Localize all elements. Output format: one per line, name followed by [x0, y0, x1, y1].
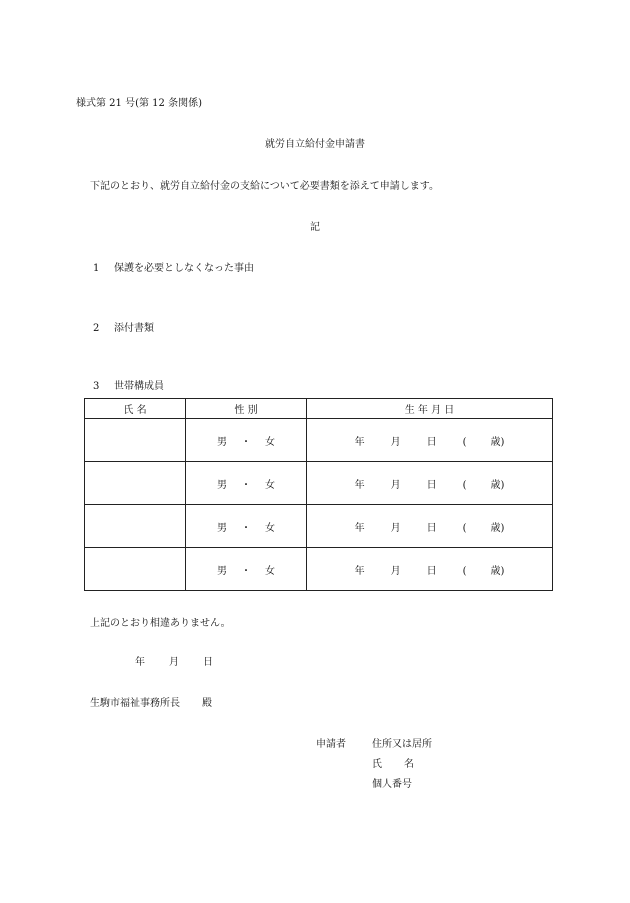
gender-cell[interactable] [186, 505, 307, 548]
member-name-cell[interactable] [85, 462, 186, 505]
age-open-paren: ( [462, 436, 467, 448]
name-label-part-2: 名 [404, 759, 414, 770]
section-3-label: 世帯構成員 [114, 381, 164, 392]
section-1-label: 保護を必要としなくなった事由 [114, 263, 254, 274]
section-2-number: 2 [93, 323, 100, 334]
date-year-label: 年 [135, 657, 145, 668]
separator-dot: ・ [241, 479, 251, 491]
gender-cell[interactable] [186, 462, 307, 505]
section-2-label: 添付書類 [114, 323, 154, 334]
date-of-birth-cell[interactable] [307, 419, 553, 462]
intro-text: 下記のとおり、就労自立給付金の支給について必要書類を添えて申請します。 [90, 181, 439, 192]
table-header-row [85, 399, 553, 419]
household-members-table [84, 398, 553, 591]
month-label: 月 [390, 436, 401, 448]
gender-cell[interactable] [186, 419, 307, 462]
confirmation-text: 上記のとおり相違ありません。 [90, 618, 231, 629]
year-label: 年 [354, 565, 365, 577]
applicant-name-field[interactable] [372, 759, 414, 771]
table-row [85, 548, 553, 591]
day-label: 日 [426, 522, 437, 534]
addressee-honorific: 殿 [202, 698, 212, 709]
section-3-number: 3 [93, 381, 100, 392]
member-name-cell[interactable] [85, 548, 186, 591]
header-gender: 性 別 [186, 399, 307, 419]
header-date-of-birth: 生 年 月 日 [307, 399, 553, 419]
female-option: 女 [265, 522, 275, 534]
applicant-address-field[interactable]: 住所又は居所 [372, 739, 432, 750]
female-option: 女 [265, 565, 275, 577]
year-label: 年 [354, 479, 365, 491]
male-option: 男 [217, 522, 227, 534]
month-label: 月 [390, 522, 401, 534]
member-name-cell[interactable] [85, 505, 186, 548]
female-option: 女 [265, 436, 275, 448]
ki-heading: 記 [310, 222, 320, 233]
table-row [85, 419, 553, 462]
name-label-part-1: 氏 [372, 759, 382, 770]
year-label: 年 [354, 436, 365, 448]
male-option: 男 [217, 436, 227, 448]
form-number: 様式第 21 号(第 12 条関係) [76, 98, 202, 109]
table-row [85, 505, 553, 548]
day-label: 日 [426, 565, 437, 577]
addressee-line [90, 698, 212, 710]
separator-dot: ・ [241, 522, 251, 534]
member-name-cell[interactable] [85, 419, 186, 462]
month-label: 月 [390, 479, 401, 491]
date-line[interactable] [135, 657, 213, 669]
age-label: 歳) [490, 436, 505, 448]
month-label: 月 [390, 565, 401, 577]
age-open-paren: ( [462, 479, 467, 491]
applicant-label: 申請者 [316, 739, 346, 750]
date-day-label: 日 [203, 657, 213, 668]
male-option: 男 [217, 565, 227, 577]
year-label: 年 [354, 522, 365, 534]
date-of-birth-cell[interactable] [307, 462, 553, 505]
header-name: 氏 名 [85, 399, 186, 419]
page-title: 就労自立給付金申請書 [265, 139, 365, 150]
day-label: 日 [426, 436, 437, 448]
age-label: 歳) [490, 565, 505, 577]
gender-cell[interactable] [186, 548, 307, 591]
age-open-paren: ( [462, 565, 467, 577]
addressee-office: 生駒市福祉事務所長 [90, 698, 180, 709]
age-label: 歳) [490, 522, 505, 534]
date-of-birth-cell[interactable] [307, 505, 553, 548]
separator-dot: ・ [241, 436, 251, 448]
applicant-id-number-field[interactable]: 個人番号 [372, 779, 412, 790]
separator-dot: ・ [241, 565, 251, 577]
day-label: 日 [426, 479, 437, 491]
date-of-birth-cell[interactable] [307, 548, 553, 591]
age-open-paren: ( [462, 522, 467, 534]
table-row [85, 462, 553, 505]
female-option: 女 [265, 479, 275, 491]
male-option: 男 [217, 479, 227, 491]
date-month-label: 月 [169, 657, 179, 668]
section-1-number: 1 [93, 263, 100, 274]
age-label: 歳) [490, 479, 505, 491]
